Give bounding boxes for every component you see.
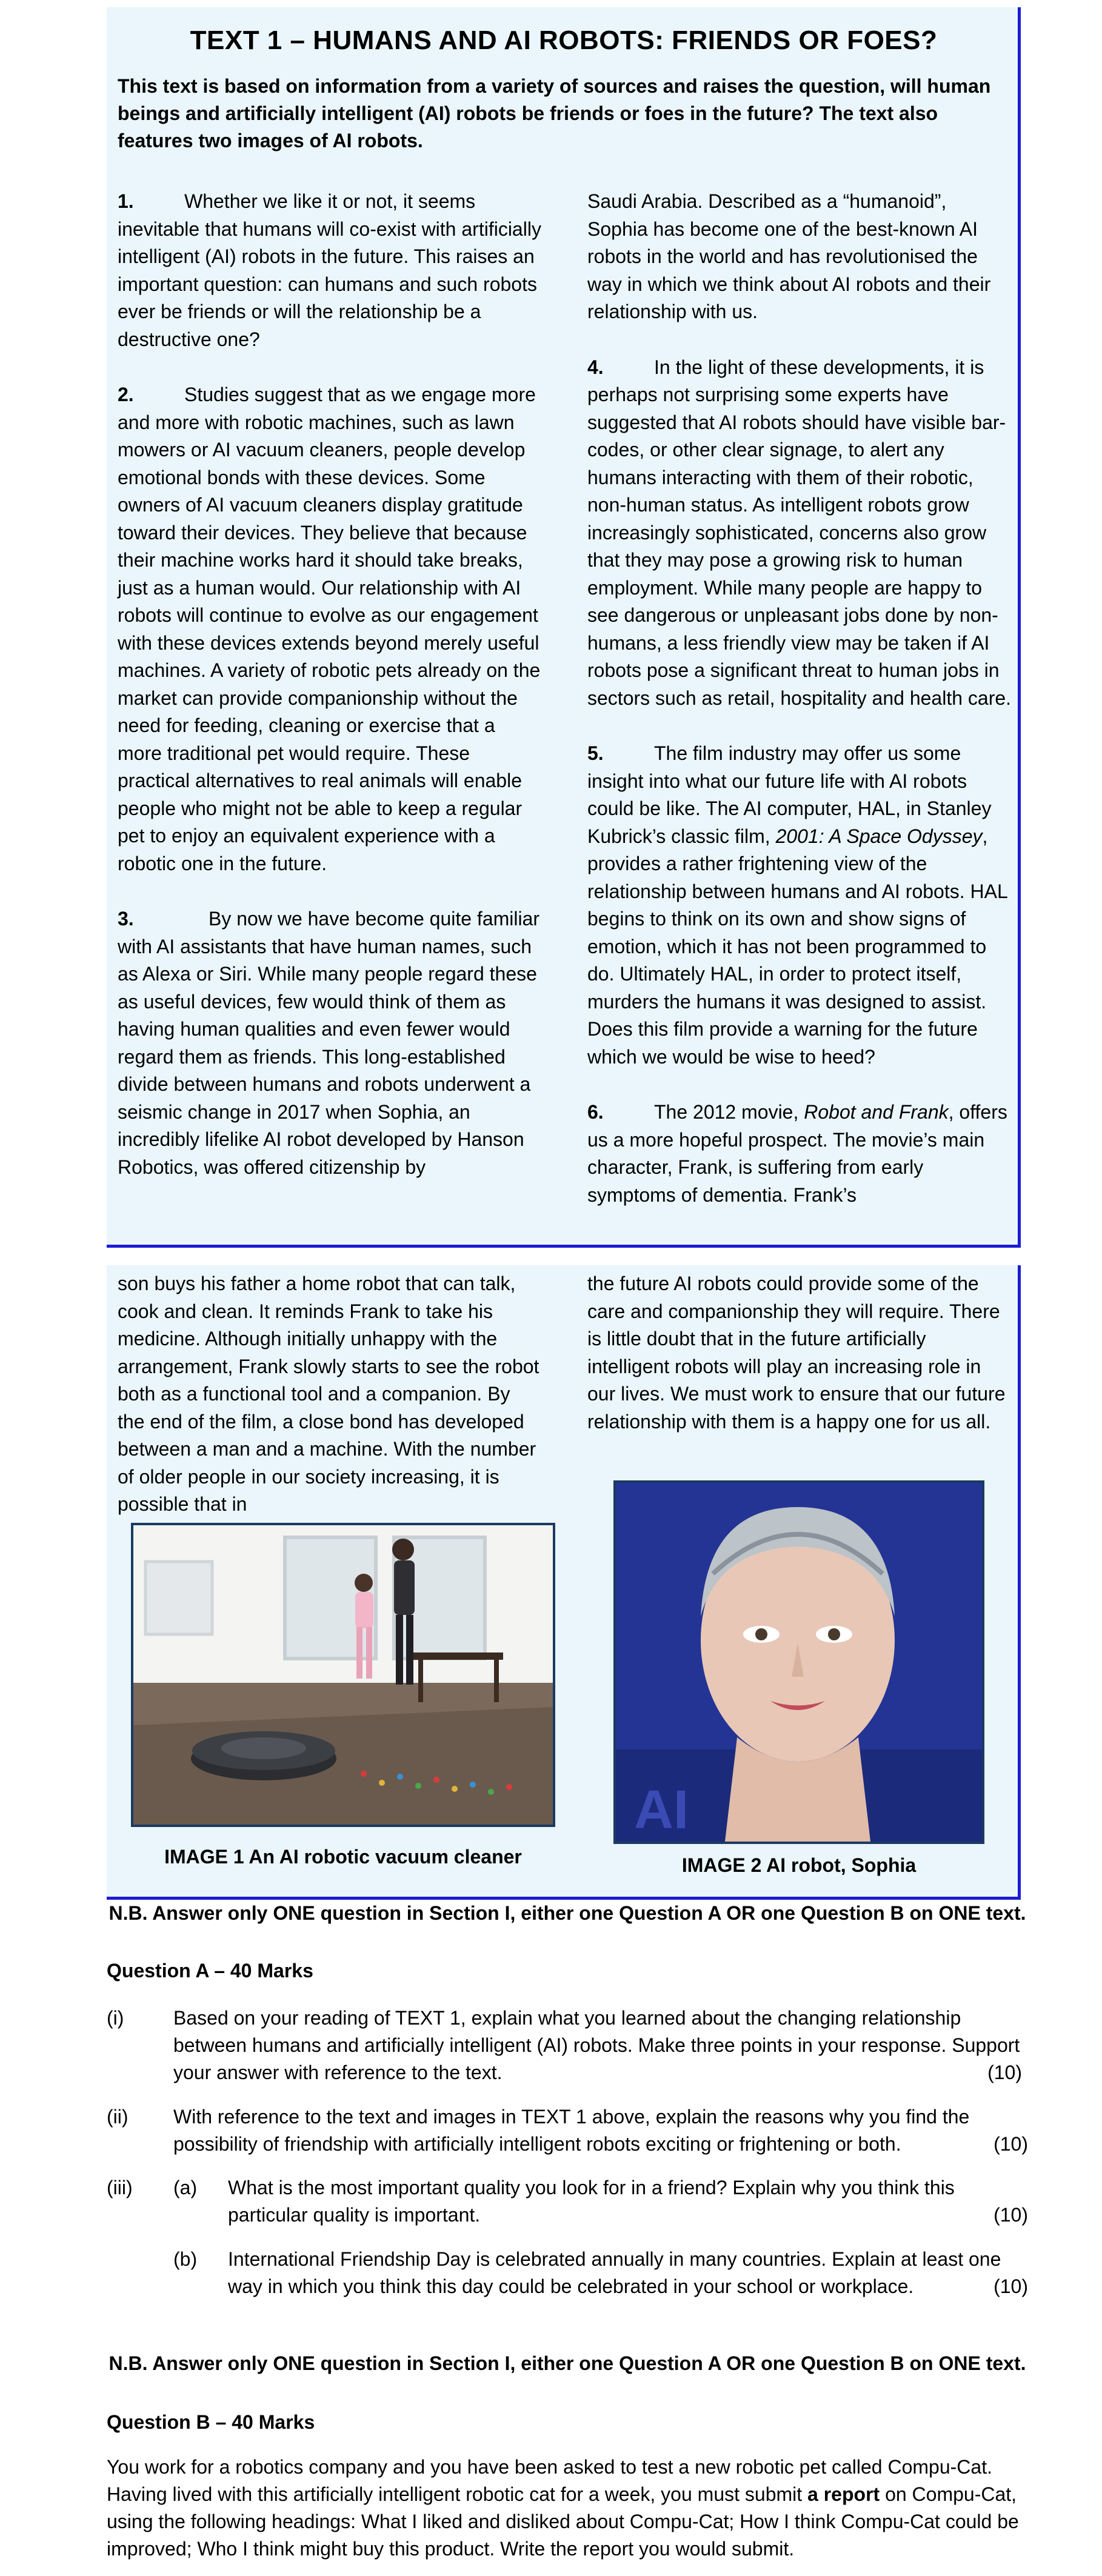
question-b-heading: Question B – 40 Marks <box>107 2411 315 2433</box>
question-body <box>228 2246 1028 2300</box>
question-text: With reference to the text and images in TEXT 1 above, explain the reasons why you find the possibility of friendship with artificially intelligent robots exciting or frightening or both. <box>173 2106 970 2155</box>
image-sophia-robot <box>613 1480 984 1844</box>
film-title: 2001: A Space Odyssey <box>775 825 983 847</box>
paragraph-3-continued: Saudi Arabia. Described as a “humanoid”, Sophia has become one of the best-known AI robots in the world and has revolutionised the way in which we think about AI robots and their relationship with us. <box>587 190 991 322</box>
question-body <box>173 2005 1022 2086</box>
paragraph-number: 6. <box>587 1101 604 1123</box>
article-column-right <box>587 188 1012 1237</box>
svg-text:AI: AI <box>634 1780 689 1840</box>
paragraph-6-continued: son buys his father a home robot that can talk, cook and clean. It reminds Frank to take his medicine. Although initially unhappy with the arrangement, Frank slowly starts to see the robot both as a functional tool and a companion. By the end of the film, a close bond has developed between a man and a machine. With the number of older people in our society increasing, it is possible that in <box>118 1273 539 1515</box>
text-title: TEXT 1 – HUMANS AND AI ROBOTS: FRIENDS OR FOES? <box>190 25 938 55</box>
article-column-right-2 <box>587 1270 1012 1463</box>
sub-question-label: (b) <box>173 2248 198 2270</box>
paragraph-6-conclusion: the future AI robots could provide some of the care and companionship they will require. There is little doubt that in the future artificially intelligent robots will play an increasing role in our lives. We must work to ensure that our future relationship with them is a happy one for us all. <box>587 1273 1006 1433</box>
paragraph-text: Whether we like it or not, it seems inevitable that humans will co-exist with artificially intelligent (AI) robots in the future. This raises an important question: can humans and such robots ever be friends or will the relationship be a destructive one? <box>118 190 541 350</box>
question-text: Based on your reading of TEXT 1, explain what you learned about the changing relationship between humans and artificially intelligent (AI) robots. Make three points in your response. Support your answer with reference to the text. <box>173 2007 1020 2083</box>
paragraph-number: 4. <box>587 356 604 378</box>
text-panel-1 <box>107 7 1021 1248</box>
paragraph-text: The 2012 movie, <box>654 1101 804 1123</box>
paragraph-1 <box>118 188 542 353</box>
sub-question-label: (a) <box>173 2177 198 2198</box>
marks: (10) <box>993 2204 1028 2226</box>
notice: N.B. Answer only ONE question in Section I, either one Question A OR one Question B on ONE text. <box>109 1902 1026 1924</box>
question-body <box>228 2174 1028 2229</box>
question-a-heading: Question A – 40 Marks <box>107 1960 313 1982</box>
paragraph-number: 2. <box>118 384 134 405</box>
article-column-left <box>118 188 542 1209</box>
paragraph-text: Studies suggest that as we engage more and more with robotic machines, such as lawn mowers or AI vacuum cleaners, people develop emotional bonds with these devices. Some owners of AI vacuum cleaners display gratitude toward their devices. They believe that because their machine works hard it should take breaks, just as a human would. Our relationship with AI robots will continue to evolve as our engagement with these devices extends beyond merely useful machines. A variety of robotic pets already on the market can provide companionship without the need for feeding, cleaning or exercise that a more traditional pet would require. These practical alternatives to real animals will enable people who might not be able to keep a regular pet to enjoy an equivalent experience with a robotic one in the future. <box>118 384 541 874</box>
question-number: (i) <box>107 2007 124 2029</box>
film-title: Robot and Frank <box>804 1101 949 1123</box>
paragraph-text: In the light of these developments, it is perhaps not surprising some experts have suggested that AI robots should have visible bar-codes, or other clear signage, to alert any humans interacting with them of their robotic, non-human status. As intelligent robots grow increasingly sophisticated, concerns also grow that they may pose a growing risk to human employment. While many people are happy to see dangerous or unpleasant jobs done by non-humans, a less friendly view may be taken if AI robots pose a significant threat to human jobs in sectors such as retail, hospitality and health care. <box>587 356 1012 709</box>
image-robot-vacuum <box>131 1523 555 1827</box>
question-text: What is the most important quality you look for in a friend? Explain why you think this particular quality is important. <box>228 2177 955 2226</box>
text-panel-2 <box>107 1265 1021 1900</box>
paragraph-5 <box>587 740 1012 1071</box>
question-emphasis: a report <box>807 2483 880 2505</box>
paragraph-text: , offers us a more hopeful prospect. The movie’s main character, Frank, is suffering from early symptoms of dementia. Frank’s <box>587 1101 1007 1206</box>
paragraph-6 <box>587 1099 1012 1209</box>
paragraph-text: By now we have become quite familiar with AI assistants that have human names, such as Alexa or Siri. While many people regard these as useful devices, few would think of them as having human qualities and even fewer would regard them as friends. This long-established divide between humans and robots underwent a seismic change in 2017 when Sophia, an incredibly lifelike AI robot developed by Hanson Robotics, was offered citizenship by <box>118 908 540 1178</box>
question-body <box>173 2103 1028 2158</box>
paragraph-number: 3. <box>118 908 134 930</box>
sophia-illustration <box>616 1483 982 1842</box>
question-text: on Compu-Cat, using the following headings: What I liked and disliked about Compu-Cat; How I think Compu-Cat could be improved; Who I think might buy this product. Write the report you would submit. <box>107 2483 1019 2560</box>
paragraph-number: 5. <box>587 742 604 764</box>
paragraph-text: , provides a rather frightening view of the relationship between humans and AI robots. HAL begins to think on its own and show signs of emotion, which it has not been programmed to do. Ultimately HAL, in order to protect itself, murders the humans it was designed to assist. Does this film provide a warning for the future which we would be wise to heed? <box>587 825 1007 1068</box>
vacuum-scene-illustration <box>133 1525 553 1825</box>
marks: (10) <box>993 2133 1028 2155</box>
question-number: (iii) <box>107 2177 133 2198</box>
questions-section <box>107 1900 1028 2566</box>
image-2-caption: IMAGE 2 AI robot, Sophia <box>681 1854 917 1876</box>
article-column-left-2 <box>118 1270 542 1546</box>
question-text: International Friendship Day is celebrated annually in many countries. Explain at least one way in which you think this day could be celebrated in your school or workplace. <box>228 2248 1001 2297</box>
question-b-text <box>107 2454 1028 2563</box>
marks: (10) <box>993 2275 1028 2297</box>
paragraph-number: 1. <box>118 190 134 212</box>
text-intro: This text is based on information from a variety of sources and raises the question, will human beings and artificially intelligent (AI) robots be friends or foes in the future? The text also features two images of AI robots. <box>118 75 991 151</box>
question-number: (ii) <box>107 2106 129 2128</box>
paragraph-text: The film industry may offer us some insight into what our future life with AI robots could be like. The AI computer, HAL, in Stanley Kubrick’s classic film, <box>587 742 992 847</box>
image-1-caption: IMAGE 1 An AI robotic vacuum cleaner <box>164 1846 522 1868</box>
paragraph-4 <box>587 354 1012 713</box>
paragraph-3 <box>118 905 542 1181</box>
marks: (10) <box>987 2062 1022 2083</box>
paragraph-2 <box>118 381 542 877</box>
notice-repeat: N.B. Answer only ONE question in Section I, either one Question A OR one Question B on ONE text. <box>109 2352 1026 2374</box>
question-text: You work for a robotics company and you have been asked to test a new robotic pet called Compu-Cat. Having lived with this artificially intelligent robotic cat for a week, you must submit <box>107 2456 992 2505</box>
